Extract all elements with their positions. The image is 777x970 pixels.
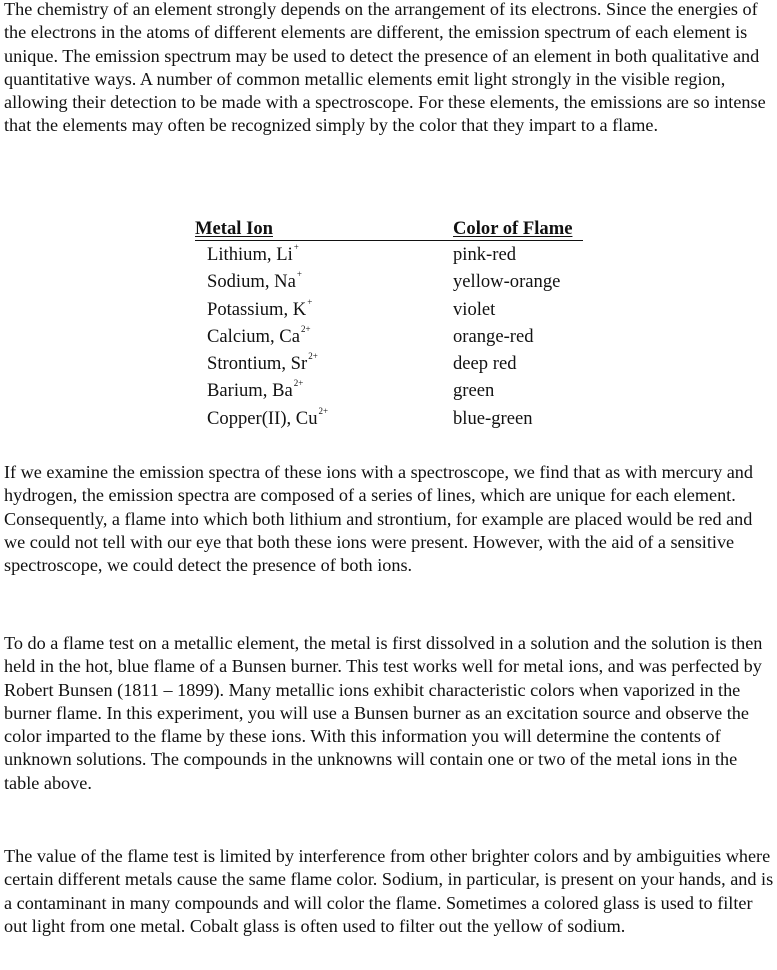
flame-color-cell: blue-green (453, 407, 533, 429)
table-row (195, 242, 587, 269)
ion-name: Strontium, Sr (207, 353, 308, 375)
flame-color-cell: pink-red (453, 244, 516, 265)
flame-color-table (195, 218, 587, 433)
flame-color-cell: yellow-orange (453, 271, 561, 293)
ion-cell (207, 380, 303, 402)
ion-cell (207, 353, 318, 375)
ion-cell (207, 405, 329, 430)
spectroscope-paragraph: If we examine the emission spectra of these ions with a spectroscope, we find that as with mercury and hydrogen, the emission spectra are composed of a series of lines, which are unique for each element. Consequently, a flame into which both lithium and strontium, for example are placed would be red and we could not tell with our eye that both these ions were present. However, with the aid of a sensitive spectroscope, we could detect the presence of both ions. (4, 462, 753, 576)
ion-cell (207, 271, 302, 293)
table-row (195, 406, 587, 433)
flame-color-cell: orange-red (453, 325, 534, 347)
ion-charge: + (296, 269, 302, 280)
table-row (195, 324, 587, 351)
ion-cell (207, 244, 299, 266)
table-row (195, 378, 587, 405)
ion-charge: 2+ (300, 323, 311, 334)
metal-ion-header: Metal Ion (195, 218, 273, 239)
flame-color-header: Color of Flame (453, 218, 573, 239)
flame-color-cell: violet (453, 298, 496, 320)
ion-charge: + (307, 296, 313, 307)
limitations-paragraph: The value of the flame test is limited by interference from other brighter colors and by ambiguities where certain different metals cause the same flame color. Sodium, in particular, is present on your hands, and is a contaminant in many compounds and will color the flame. Sometimes a colored glass is used to filter out light from one metal. Cobalt glass is often used to filter out the yellow of sodium. (4, 846, 774, 936)
procedure-paragraph: To do a flame test on a metallic element, the metal is first dissolved in a solution and the solution is then held in the hot, blue flame of a Bunsen burner. This test works well for metal ions, and was perfected by Robert Bunsen (1811 – 1899). Many metallic ions exhibit characteristic colors when vaporized in the burner flame. In this experiment, you will use a Bunsen burner as an excitation source and observe the color imparted to the flame by these ions. With this information you will determine the contents of unknown solutions. The compounds in the unknowns will contain one or two of the metal ions in the table above. (4, 633, 763, 793)
ion-name: Calcium, Ca (207, 325, 300, 347)
header-rule (195, 240, 583, 241)
ion-name: Potassium, K (207, 298, 307, 320)
ion-charge: 2+ (318, 405, 329, 416)
ion-charge: + (293, 242, 299, 252)
ion-charge: 2+ (293, 378, 304, 389)
table-row (195, 297, 587, 324)
table-row (195, 351, 587, 378)
ion-name: Barium, Ba (207, 380, 293, 402)
intro-paragraph: The chemistry of an element strongly depends on the arrangement of its electrons. Since the energies of the electrons in the atoms of different elements are different, the emission spectrum of each element is unique. The emission spectrum may be used to detect the presence of an element in both qualitative and quantitative ways. A number of common metallic elements emit light strongly in the visible region, allowing their detection to be made with a spectroscope. For these elements, the emissions are so intense that the elements may often be recognized simply by the color that they impart to a flame. (4, 0, 766, 136)
table-header (195, 218, 587, 242)
flame-color-cell: deep red (453, 353, 517, 375)
ion-name: Copper(II), Cu (207, 407, 318, 429)
flame-color-cell: green (453, 380, 495, 402)
ion-charge: 2+ (308, 351, 318, 362)
ion-name: Lithium, Li (207, 244, 293, 265)
table-row (195, 269, 587, 296)
ion-cell (207, 296, 313, 321)
ion-name: Sodium, Na (207, 271, 296, 293)
ion-cell (207, 323, 311, 348)
